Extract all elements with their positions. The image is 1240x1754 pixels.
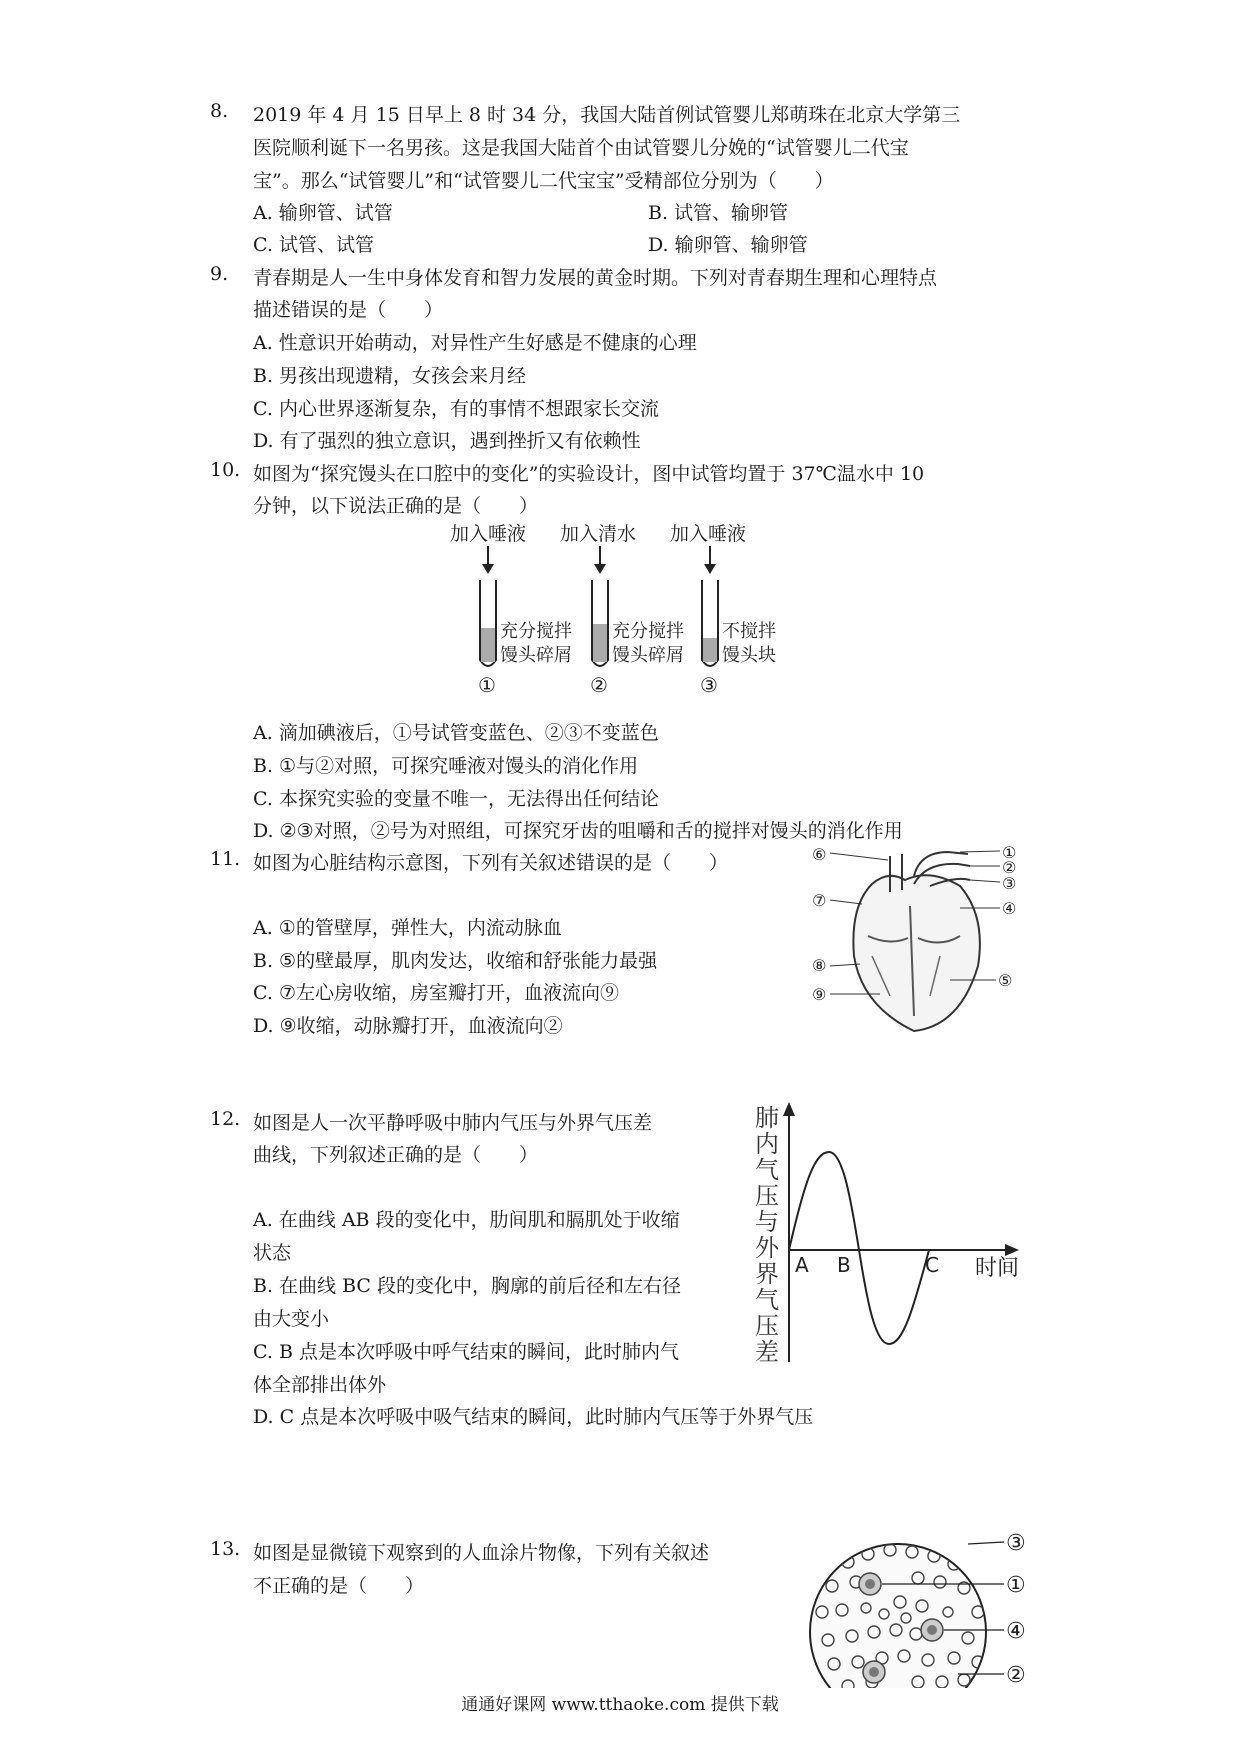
q9-option-b: B. 男孩出现遗精，女孩会来月经	[253, 365, 527, 387]
q12-line-1: 如图是人一次平静呼吸中肺内气压与外界气压差	[253, 1112, 653, 1134]
q12-option-c-cont: 体全部排出体外	[253, 1374, 387, 1396]
q9-line-1: 青春期是人一生中身体发育和智力发展的黄金时期。下列对青春期生理和心理特点	[253, 267, 938, 289]
q9-option-d: D. 有了强烈的独立意识，遇到挫折又有依赖性	[253, 430, 641, 452]
q11-option-a: A. ①的管壁厚，弹性大，内流动脉血	[253, 917, 562, 939]
tube-2-number: ②	[590, 673, 608, 697]
point-b-label: B	[837, 1253, 851, 1277]
q10-option-c: C. 本探究实验的变量不唯一，无法得出任何结论	[253, 788, 659, 810]
q13-line-2: 不正确的是（ ）	[253, 1575, 425, 1597]
tube-2-top-label: 加入清水	[560, 523, 637, 545]
q10-option-a: A. 滴加碘液后，①号试管变蓝色、②③不变蓝色	[253, 722, 659, 744]
tube-1-number: ①	[478, 673, 496, 697]
heart-label-1: ①	[1002, 846, 1017, 862]
q9-option-c: C. 内心世界逐渐复杂，有的事情不想跟家长交流	[253, 398, 659, 420]
q11-heart-figure	[810, 846, 1030, 1036]
q12-number: 12.	[210, 1108, 241, 1130]
q13-blood-smear-figure	[808, 1522, 1040, 1688]
q12-option-a-cont: 状态	[253, 1242, 292, 1264]
q11-option-c: C. ⑦左心房收缩，房室瓣打开，血液流向⑨	[253, 982, 619, 1004]
tube-3-top-label: 加入唾液	[670, 523, 747, 545]
tube-3-side-label-2: 馒头块	[722, 645, 776, 666]
test-tube-1	[450, 523, 572, 697]
q12-line-2: 曲线，下列叙述正确的是（ ）	[253, 1144, 539, 1166]
ylabel-char-1: 肺	[755, 1104, 779, 1132]
heart-label-9: ⑨	[812, 985, 827, 1004]
q12-option-b-cont: 由大变小	[253, 1308, 330, 1330]
heart-label-6: ⑥	[812, 846, 827, 864]
heart-label-4: ④	[1002, 899, 1017, 918]
ylabel-char-7: 界	[755, 1260, 779, 1288]
ylabel-char-9: 压	[755, 1312, 779, 1340]
q12-option-c: C. B 点是本次呼吸中呼气结束的瞬间，此时肺内气	[253, 1341, 679, 1363]
q11-number: 11.	[210, 848, 241, 870]
ylabel-char-2: 内	[755, 1130, 779, 1158]
tube-1-side-label-2: 馒头碎屑	[500, 645, 572, 666]
ylabel-char-5: 与	[755, 1208, 779, 1236]
heart-label-5: ⑤	[998, 971, 1013, 990]
q9-number: 9.	[210, 263, 229, 285]
q8-option-d: D. 输卵管、输卵管	[648, 234, 808, 256]
q12-pressure-curve-figure	[745, 1100, 1035, 1370]
q11-option-b: B. ⑤的壁最厚，肌肉发达，收缩和舒张能力最强	[253, 950, 658, 972]
heart-label-8: ⑧	[812, 956, 827, 975]
q8-line-1: 2019 年 4 月 15 日早上 8 时 34 分，我国大陆首例试管婴儿郑萌珠在北京大学第三	[253, 104, 961, 126]
ylabel-char-6: 外	[755, 1234, 779, 1262]
q11-line-1: 如图为心脏结构示意图，下列有关叙述错误的是（ ）	[253, 852, 729, 874]
q10-option-b: B. ①与②对照，可探究唾液对馒头的消化作用	[253, 755, 639, 777]
page-footer: 通通好课网 www.tthaoke.com 提供下载	[461, 1695, 779, 1715]
point-a-label: A	[795, 1253, 809, 1277]
q12-option-a: A. 在曲线 AB 段的变化中，肋间肌和膈肌处于收缩	[253, 1209, 680, 1231]
q8-line-2: 医院顺利诞下一名男孩。这是我国大陆首个由试管婴儿分娩的“试管婴儿二代宝	[253, 137, 909, 159]
q10-number: 10.	[210, 459, 241, 481]
q8-option-b: B. 试管、输卵管	[648, 202, 789, 224]
q10-test-tube-figure	[430, 520, 790, 700]
q9-option-a: A. 性意识开始萌动，对异性产生好感是不健康的心理	[253, 332, 697, 354]
tube-3-number: ③	[700, 673, 718, 697]
q8-option-a: A. 输卵管、试管	[253, 202, 393, 224]
tube-2-side-label-1: 充分搅拌	[612, 621, 684, 642]
q13-line-1: 如图是显微镜下观察到的人血涂片物像，下列有关叙述	[253, 1542, 710, 1564]
tube-3-side-label-1: 不搅拌	[722, 621, 776, 642]
heart-label-3: ③	[1002, 874, 1017, 893]
heart-label-7: ⑦	[812, 891, 827, 910]
q13-number: 13.	[210, 1538, 241, 1560]
q12-option-b: B. 在曲线 BC 段的变化中，胸廓的前后径和左右径	[253, 1275, 681, 1297]
q9-line-2: 描述错误的是（ ）	[253, 299, 444, 321]
tube-1-top-label: 加入唾液	[450, 523, 527, 545]
test-tube-2	[560, 523, 684, 697]
ylabel-char-10: 差	[755, 1338, 779, 1366]
ylabel-char-8: 气	[755, 1286, 779, 1314]
q10-line-2: 分钟，以下说法正确的是（ ）	[253, 495, 539, 517]
smear-label-4: ④	[1006, 1619, 1026, 1644]
tube-1-side-label-1: 充分搅拌	[500, 621, 572, 642]
smear-label-3: ③	[1006, 1531, 1026, 1556]
q10-option-d: D. ②③对照，②号为对照组，可探究牙齿的咀嚼和舌的搅拌对馒头的消化作用	[253, 820, 903, 842]
smear-label-1: ①	[1006, 1573, 1026, 1598]
x-axis-label: 时间	[975, 1256, 1020, 1281]
q8-number: 8.	[210, 100, 229, 122]
q10-line-1: 如图为“探究馒头在口腔中的变化”的实验设计，图中试管均置于 37℃温水中 10	[253, 463, 925, 485]
ylabel-char-3: 气	[755, 1156, 779, 1184]
q8-line-3: 宝”。那么“试管婴儿”和“试管婴儿二代宝宝”受精部位分别为（ ）	[253, 170, 834, 192]
heart-label-2: ②	[1002, 858, 1017, 877]
ylabel-char-4: 压	[755, 1182, 779, 1210]
q12-option-d: D. C 点是本次呼吸中吸气结束的瞬间，此时肺内气压等于外界气压	[253, 1406, 814, 1428]
q8-option-c: C. 试管、试管	[253, 234, 374, 256]
q11-option-d: D. ⑨收缩，动脉瓣打开，血液流向②	[253, 1015, 563, 1037]
q12-y-axis-label	[755, 1104, 780, 1366]
test-tube-3	[670, 523, 776, 697]
point-c-label: C	[925, 1253, 939, 1277]
smear-label-2: ②	[1006, 1663, 1026, 1688]
tube-2-side-label-2: 馒头碎屑	[612, 645, 684, 666]
